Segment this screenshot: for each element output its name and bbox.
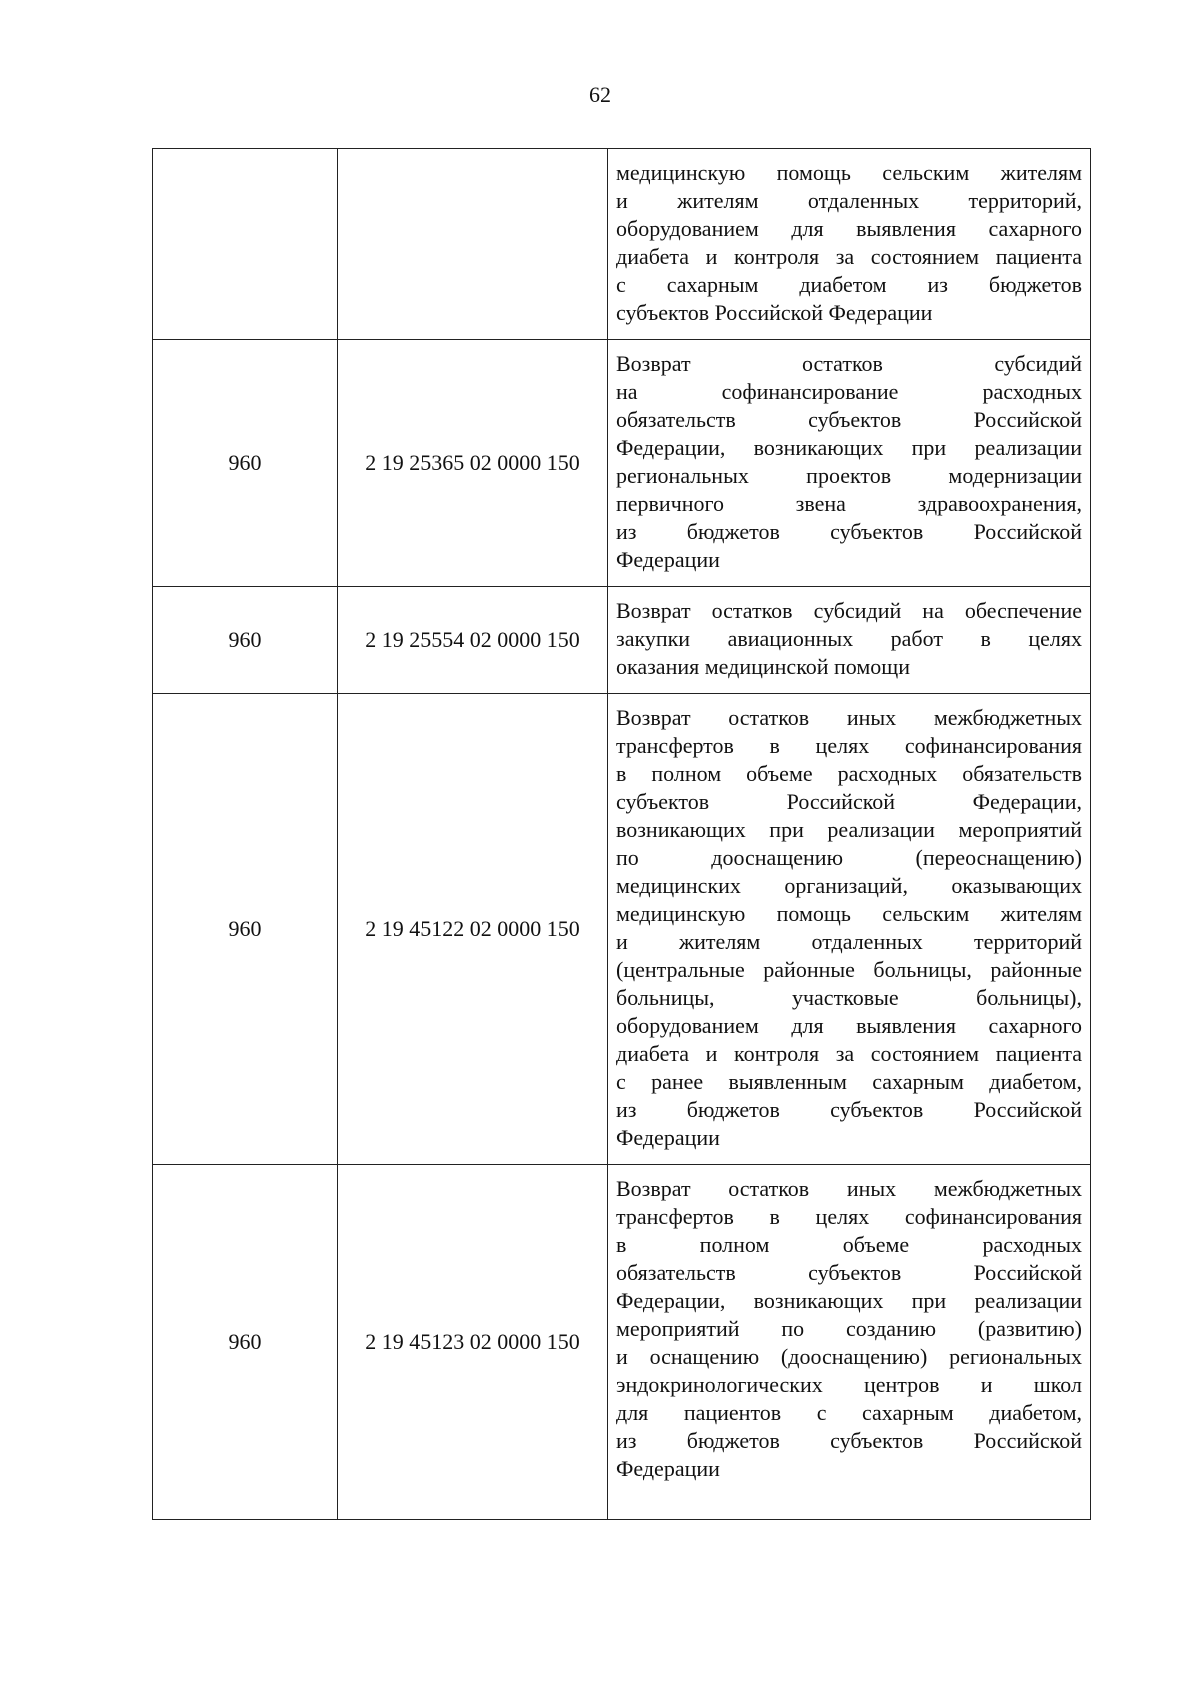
description-cell — [608, 149, 1091, 340]
income-code-cell: 2 19 25554 02 0000 150 — [338, 587, 608, 694]
description-line: оборудованием для выявления сахарного — [616, 216, 1082, 241]
description-line: из бюджетов субъектов Российской — [616, 1428, 1082, 1453]
description-line: по дооснащению (переоснащению) — [616, 845, 1082, 870]
description-line: и жителям отдаленных территорий — [616, 929, 1082, 954]
description-line: трансфертов в целях софинансирования — [616, 733, 1082, 758]
description-line: диабета и контроля за состоянием пациента — [616, 244, 1082, 269]
description-line: Возврат остатков субсидий — [616, 351, 1082, 376]
description-cell — [608, 694, 1091, 1165]
table-row — [153, 587, 1091, 694]
description-line: с ранее выявленным сахарным диабетом, — [616, 1069, 1082, 1094]
admin-code-cell: 960 — [153, 694, 338, 1165]
description-line: из бюджетов субъектов Российской — [616, 1097, 1082, 1122]
income-code-cell: 2 19 45122 02 0000 150 — [338, 694, 608, 1165]
budget-codes-table — [152, 148, 1091, 1520]
description-line: на софинансирование расходных — [616, 379, 1082, 404]
income-code-cell: 2 19 25365 02 0000 150 — [338, 340, 608, 587]
description-line: региональных проектов модернизации — [616, 463, 1082, 488]
table-row — [153, 340, 1091, 587]
page-number: 62 — [589, 82, 611, 107]
table-row — [153, 1165, 1091, 1520]
description-line: и оснащению (дооснащению) региональных — [616, 1344, 1082, 1369]
description-line: и жителям отдаленных территорий, — [616, 188, 1082, 213]
description-line: Возврат остатков субсидий на обеспечение — [616, 598, 1082, 623]
description-line: оборудованием для выявления сахарного — [616, 1013, 1082, 1038]
description-line: трансфертов в целях софинансирования — [616, 1204, 1082, 1229]
description-line: мероприятий по созданию (развитию) — [616, 1316, 1082, 1341]
description-line: с сахарным диабетом из бюджетов — [616, 272, 1082, 297]
description-line: возникающих при реализации мероприятий — [616, 817, 1082, 842]
description-line: Федерации, возникающих при реализации — [616, 1288, 1082, 1313]
description-line: больницы, участковые больницы), — [616, 985, 1082, 1010]
description-line: Федерации — [616, 1456, 720, 1481]
description-line: медицинских организаций, оказывающих — [616, 873, 1082, 898]
description-line: (центральные районные больницы, районные — [616, 957, 1082, 982]
description-line: в полном объеме расходных — [616, 1232, 1082, 1257]
description-cell — [608, 340, 1091, 587]
admin-code-cell: 960 — [153, 1165, 338, 1520]
description-line: для пациентов с сахарным диабетом, — [616, 1400, 1082, 1425]
income-code-cell — [338, 149, 608, 340]
income-code-cell: 2 19 45123 02 0000 150 — [338, 1165, 608, 1520]
description-line: обязательств субъектов Российской — [616, 1260, 1082, 1285]
description-line: диабета и контроля за состоянием пациента — [616, 1041, 1082, 1066]
description-line: Федерации — [616, 547, 720, 572]
admin-code-cell — [153, 149, 338, 340]
admin-code-cell: 960 — [153, 587, 338, 694]
description-line: эндокринологических центров и школ — [616, 1372, 1082, 1397]
admin-code-cell: 960 — [153, 340, 338, 587]
description-line: субъектов Российской Федерации, — [616, 789, 1082, 814]
description-line: Федерации, возникающих при реализации — [616, 435, 1082, 460]
description-cell — [608, 587, 1091, 694]
description-line: первичного звена здравоохранения, — [616, 491, 1082, 516]
description-line: медицинскую помощь сельским жителям — [616, 160, 1082, 185]
description-line: медицинскую помощь сельским жителям — [616, 901, 1082, 926]
description-line: оказания медицинской помощи — [616, 654, 911, 679]
table-row — [153, 149, 1091, 340]
description-line: обязательств субъектов Российской — [616, 407, 1082, 432]
description-line: закупки авиационных работ в целях — [616, 626, 1082, 651]
description-line: Федерации — [616, 1125, 720, 1150]
description-line: Возврат остатков иных межбюджетных — [616, 705, 1082, 730]
description-line: из бюджетов субъектов Российской — [616, 519, 1082, 544]
table-row — [153, 694, 1091, 1165]
description-line: субъектов Российской Федерации — [616, 300, 933, 325]
description-cell — [608, 1165, 1091, 1520]
description-line: в полном объеме расходных обязательств — [616, 761, 1082, 786]
description-line: Возврат остатков иных межбюджетных — [616, 1176, 1082, 1201]
